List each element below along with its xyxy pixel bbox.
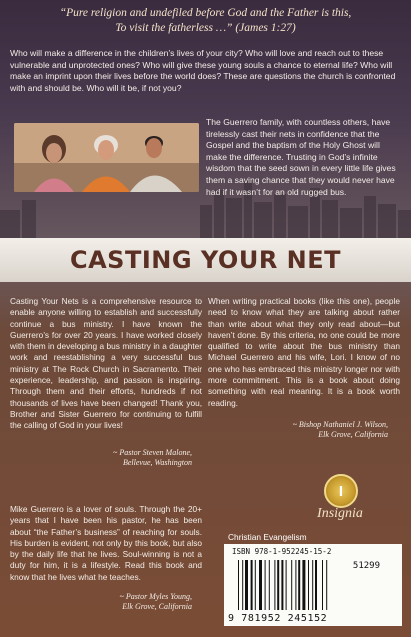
review-wilson-author: ~ Bishop Nathaniel J. Wilson, xyxy=(292,420,388,429)
isbn-text: ISBN 978-1-952245-15-2 xyxy=(232,547,332,556)
book-category: Christian Evangelism xyxy=(228,532,307,542)
barcode-bar xyxy=(238,560,239,610)
review-young-author: ~ Pastor Myles Young, xyxy=(119,592,192,601)
scripture-quote-line-2: To visit the fatherless …” (James 1:27) xyxy=(115,22,296,34)
family-photo xyxy=(14,123,199,192)
price-code: 51299 xyxy=(352,561,380,571)
scripture-quote-line-1: “Pure religion and undefiled before God and the Father is this, xyxy=(59,7,352,19)
barcode-bar xyxy=(326,560,327,610)
review-malone-author: ~ Pastor Steven Malone, xyxy=(113,448,192,457)
title-banner xyxy=(0,238,411,282)
barcode-bar xyxy=(269,560,270,610)
publisher-name: Insignia xyxy=(317,506,363,521)
barcode-bar xyxy=(242,560,243,610)
review-wilson-attribution xyxy=(240,420,388,441)
barcode-bar xyxy=(255,560,256,610)
publisher-seal-icon xyxy=(324,474,358,508)
review-young-text: Mike Guerrero is a lover of souls. Through the 20+ years that I have been his pastor, he has been about “the Father’s business” of reaching for souls. His burden is evident, not only by this book, but also by the daily life that he lives. Soul-winning is not a duty for him, it is a lifestyle. Read this book and know that he lives what he teaches. xyxy=(10,504,202,582)
isbn-barcode xyxy=(224,544,402,626)
guerrero-paragraph: The Guerrero family, with countless others, have tirelessly cast their nets in confidence that the Gospel and the baptism of the Holy Ghost will make the difference. Trusting in God’s infinite wisdom that the seed sown in every little life gives them a saving chance that they would never have had if it wasn’t for an old rugged bus. xyxy=(206,117,396,197)
barcode-bar xyxy=(315,560,317,610)
intro-paragraph: Who will make a difference in the children’s lives of your city? Who will love and reach out to these vulnerable and unprotected ones? Who will give these young souls a chance to eternal life? Who will make an imprint upon their lives before the world does? These are questions the church is confronted with and should be. Who will it be, if not you? xyxy=(10,48,396,93)
barcode-bar xyxy=(308,560,309,610)
barcode-bar xyxy=(312,560,313,610)
barcode-bar xyxy=(265,560,266,610)
barcode-bar xyxy=(245,560,248,610)
review-malone-text: Casting Your Nets is a comprehensive resource to enable anyone willing to establish and successfully continue a bus ministry. I have known the Guerrero’s for over 20 years. I have worked closely with them in developing a bus ministry in a daughter work and reestablishing a very successful bus ministry at The Rock Church in Sacramento. Their experience, leadership, and passion is inspiring. Through them and their efforts, hundreds if not thousands of lives have been changed! Thank you, Brother and Sister Guerrero for continuing to fulfill the calling of God in your lives! xyxy=(10,296,202,431)
barcode-bar xyxy=(251,560,253,610)
publisher-seal-letter: I xyxy=(338,482,344,500)
barcode-bar xyxy=(281,560,283,610)
barcode-bar xyxy=(295,560,296,610)
barcode-bar xyxy=(298,560,300,610)
barcode-bar xyxy=(277,560,279,610)
barcode-digits: 9 781952 245152 xyxy=(228,613,328,624)
barcode-bar xyxy=(291,560,292,610)
scripture-quote xyxy=(14,6,397,36)
barcode-bar xyxy=(286,560,287,610)
barcode-bar xyxy=(274,560,275,610)
review-malone-attribution xyxy=(60,448,192,469)
review-young-place: Elk Grove, California xyxy=(122,602,192,612)
review-wilson-place: Elk Grove, California xyxy=(318,430,388,440)
barcode-bar xyxy=(322,560,323,610)
book-title: CASTING YOUR NET xyxy=(69,246,341,274)
barcode-bar xyxy=(302,560,305,610)
barcode-bar xyxy=(259,560,262,610)
review-young-attribution xyxy=(60,592,192,613)
review-malone-place: Bellevue, Washington xyxy=(122,458,192,468)
review-wilson-text: When writing practical books (like this one), people need to know what they are talking about rather than write about what they only read about—but haven’t done. By this criteria, no one could be more qualified to write about the bus ministry than Michael Guerrero and his wife, Lori. I know of no one who has embraced this ministry longer nor with more commitment. This is a book about doing something with real meaning. It is a book worth reading. xyxy=(208,296,400,408)
barcode-bars xyxy=(238,560,388,610)
